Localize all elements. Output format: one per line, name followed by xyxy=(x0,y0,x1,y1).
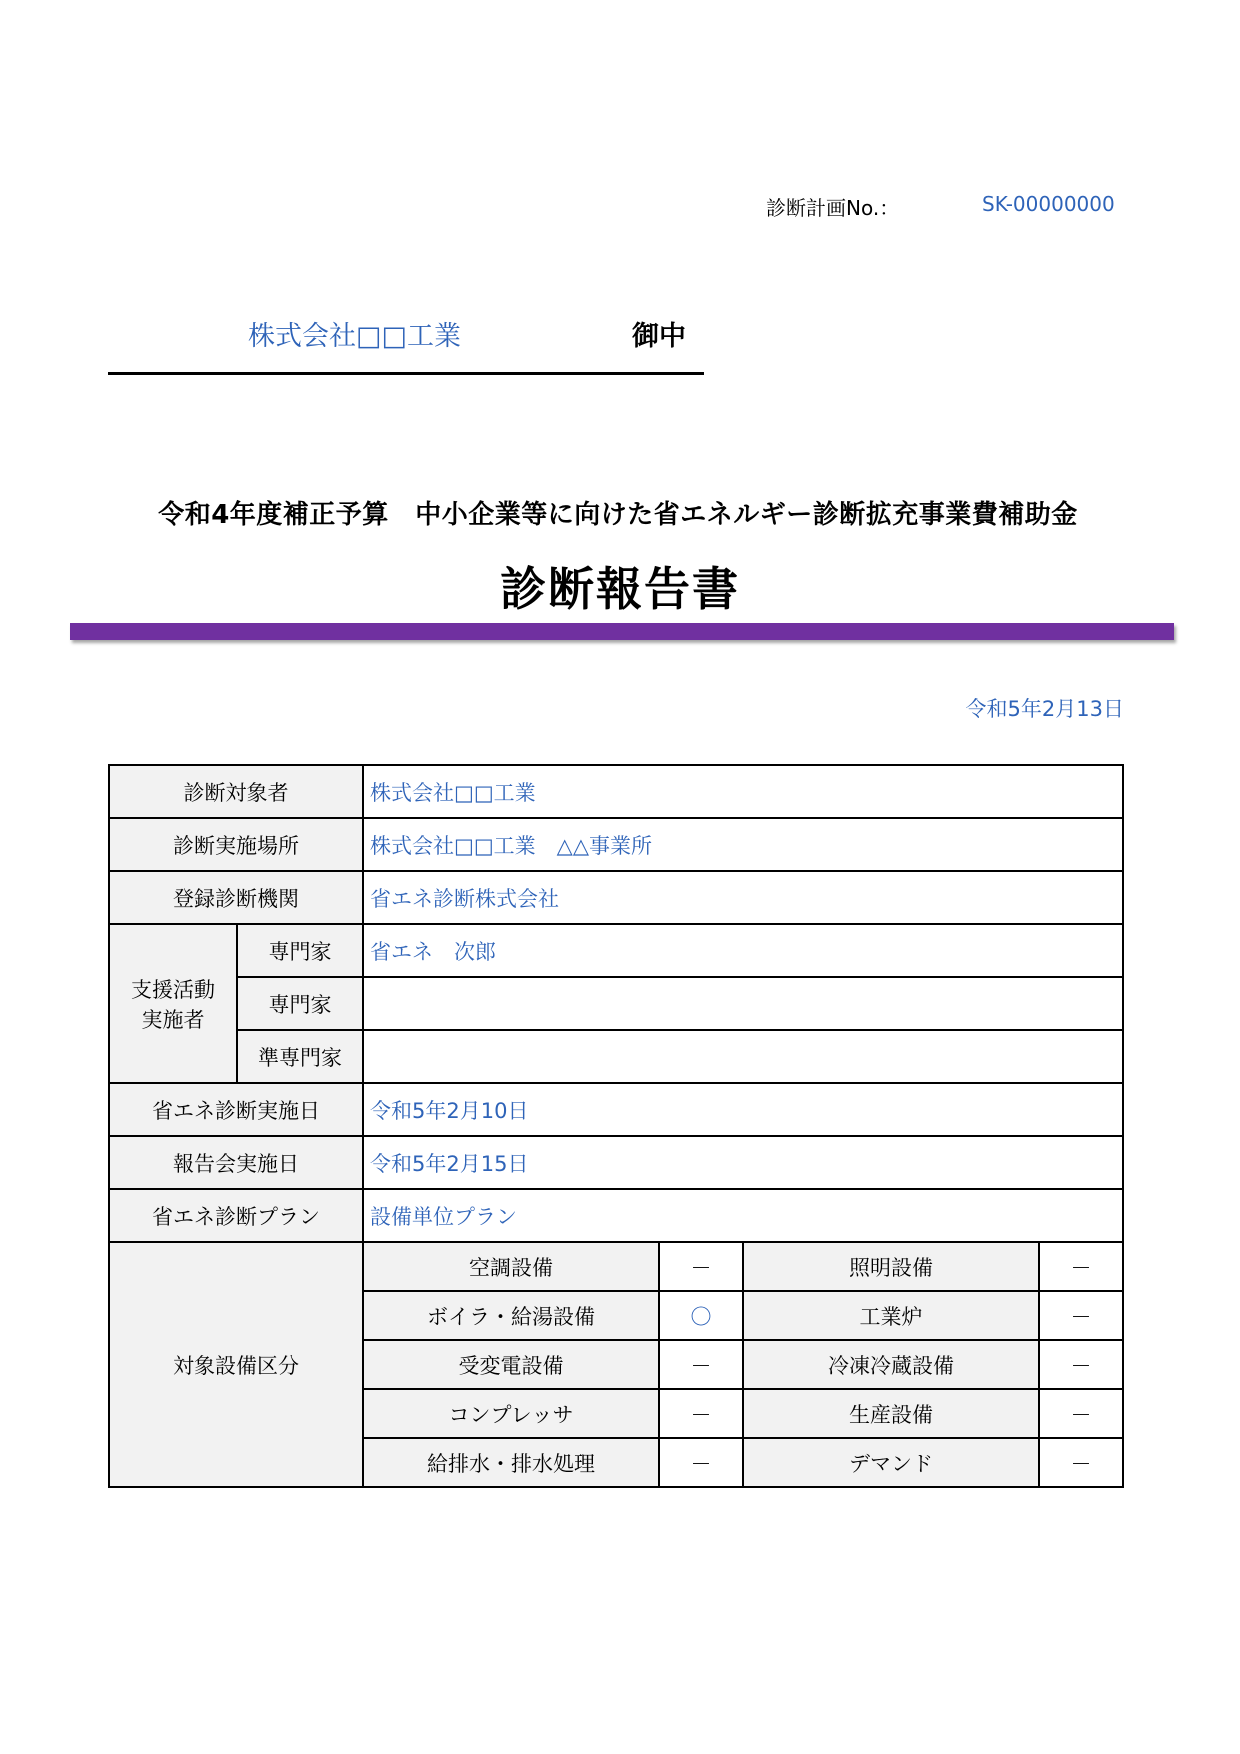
table-row xyxy=(109,1189,1123,1242)
equipment-name: 生産設備 xyxy=(743,1389,1039,1438)
report-info-table xyxy=(108,764,1124,1488)
row-value-plan: 設備単位プラン xyxy=(363,1189,1123,1242)
table-row xyxy=(109,1136,1123,1189)
equipment-name: 照明設備 xyxy=(743,1242,1039,1291)
equipment-mark: － xyxy=(1039,1389,1123,1438)
equipment-name: 工業炉 xyxy=(743,1291,1039,1340)
report-date: 令和5年2月13日 xyxy=(965,697,1124,721)
row-label-equipment: 対象設備区分 xyxy=(109,1242,363,1487)
equipment-name: 給排水・排水処理 xyxy=(363,1438,659,1487)
document-subtitle: 令和4年度補正予算 中小企業等に向けた省エネルギー診断拡充事業費補助金 xyxy=(158,500,1078,530)
row-label-agency: 登録診断機関 xyxy=(109,871,363,924)
plan-number-label: 診断計画No.： xyxy=(766,196,900,220)
row-value-site: 株式会社□□工業 △△事業所 xyxy=(363,818,1123,871)
row-label-target: 診断対象者 xyxy=(109,765,363,818)
row-label-diag-date: 省エネ診断実施日 xyxy=(109,1083,363,1136)
table-row xyxy=(109,765,1123,818)
table-row xyxy=(109,1242,1123,1291)
table-row xyxy=(109,871,1123,924)
support-name xyxy=(363,977,1123,1030)
row-value-target: 株式会社□□工業 xyxy=(363,765,1123,818)
equipment-mark: － xyxy=(1039,1291,1123,1340)
equipment-name: ボイラ・給湯設備 xyxy=(363,1291,659,1340)
recipient-name: 株式会社□□工業 xyxy=(248,321,462,352)
support-label-line2: 実施者 xyxy=(141,1007,205,1032)
row-label-plan: 省エネ診断プラン xyxy=(109,1189,363,1242)
row-label-support xyxy=(109,924,237,1083)
equipment-mark: － xyxy=(659,1389,743,1438)
support-role: 専門家 xyxy=(237,924,363,977)
support-name: 省エネ 次郎 xyxy=(363,924,1123,977)
support-name xyxy=(363,1030,1123,1083)
recipient-honorific: 御中 xyxy=(632,321,686,352)
equipment-name: 冷凍冷蔵設備 xyxy=(743,1340,1039,1389)
row-label-site: 診断実施場所 xyxy=(109,818,363,871)
equipment-mark: － xyxy=(659,1242,743,1291)
equipment-name: デマンド xyxy=(743,1438,1039,1487)
table-row xyxy=(109,977,1123,1030)
row-value-meeting-date: 令和5年2月15日 xyxy=(363,1136,1123,1189)
table-row xyxy=(109,1083,1123,1136)
equipment-mark: 〇 xyxy=(659,1291,743,1340)
equipment-mark: － xyxy=(659,1438,743,1487)
recipient-underline xyxy=(108,372,704,375)
equipment-mark: － xyxy=(1039,1242,1123,1291)
title-accent-bar xyxy=(70,623,1174,640)
equipment-name: 空調設備 xyxy=(363,1242,659,1291)
plan-number-value: SK-00000000 xyxy=(982,192,1115,216)
equipment-mark: － xyxy=(1039,1340,1123,1389)
table-row xyxy=(109,818,1123,871)
equipment-mark: － xyxy=(659,1340,743,1389)
support-role: 準専門家 xyxy=(237,1030,363,1083)
support-role: 専門家 xyxy=(237,977,363,1030)
equipment-name: コンプレッサ xyxy=(363,1389,659,1438)
support-label-line1: 支援活動 xyxy=(131,977,215,1002)
row-value-agency: 省エネ診断株式会社 xyxy=(363,871,1123,924)
table-row xyxy=(109,1030,1123,1083)
equipment-mark: － xyxy=(1039,1438,1123,1487)
document-title: 診断報告書 xyxy=(500,562,740,616)
table-row xyxy=(109,924,1123,977)
equipment-name: 受変電設備 xyxy=(363,1340,659,1389)
row-label-meeting-date: 報告会実施日 xyxy=(109,1136,363,1189)
row-value-diag-date: 令和5年2月10日 xyxy=(363,1083,1123,1136)
